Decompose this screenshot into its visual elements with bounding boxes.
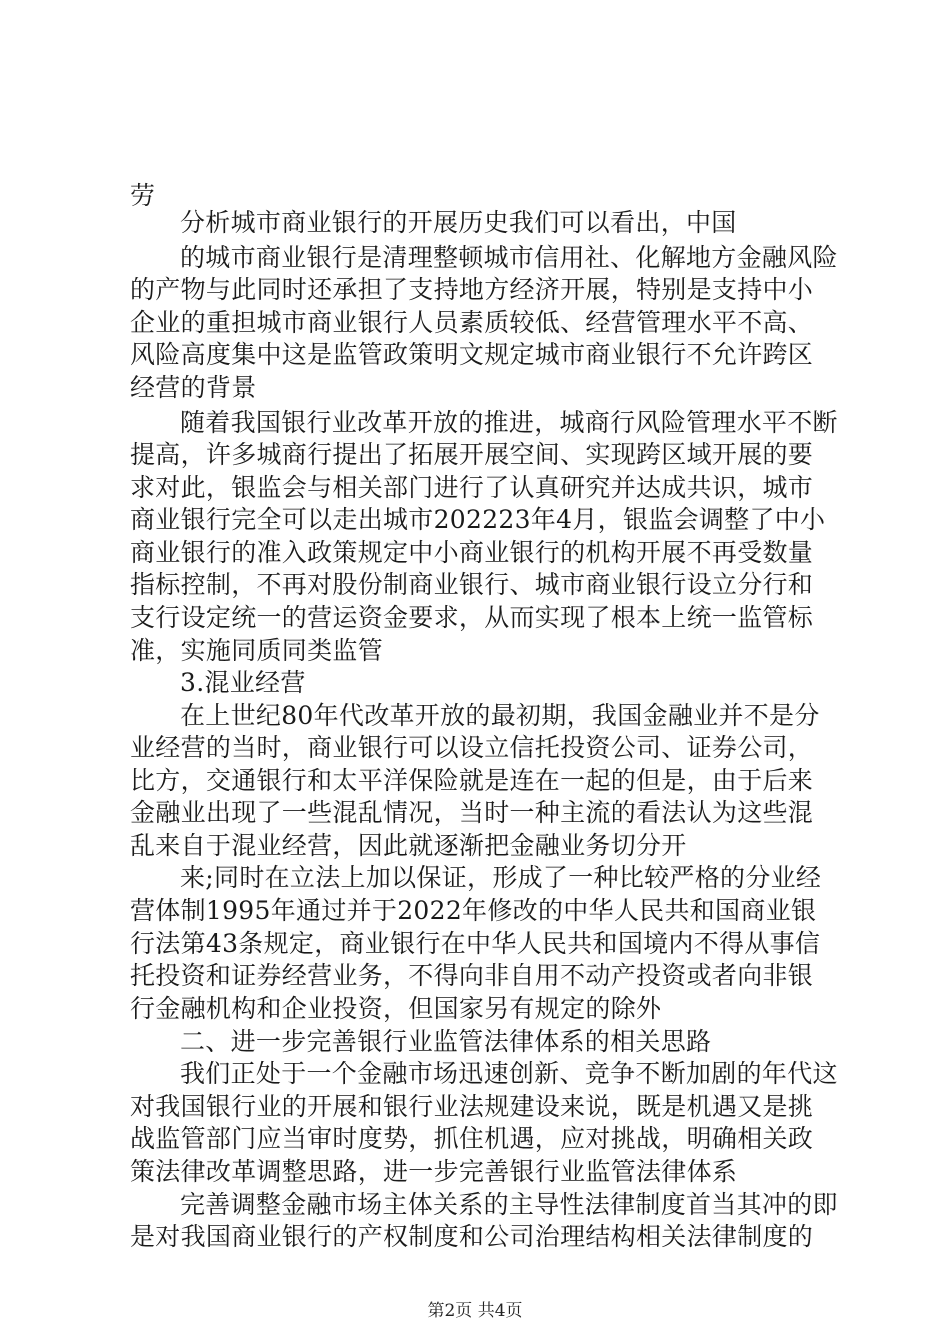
- text-line: 风险高度集中这是监管政策明文规定城市商业银行不允许跨区: [130, 340, 814, 369]
- text-line: 经营的背景: [130, 373, 257, 402]
- text-line: 行金融机构和企业投资，但国家另有规定的除外: [130, 994, 662, 1023]
- text-line: 比方，交通银行和太平洋保险就是连在一起的但是，由于后来: [130, 766, 814, 795]
- text-line: 的城市商业银行是清理整顿城市信用社、化解地方金融风险: [180, 243, 838, 272]
- text-line: 劳: [130, 181, 156, 210]
- text-line: 战监管部门应当审时度势，抓住机遇，应对挑战，明确相关政: [130, 1124, 814, 1153]
- text-line: 提高，许多城商行提出了拓展开展空间、实现跨区域开展的要: [130, 440, 814, 469]
- text-line: 对我国银行业的开展和银行业法规建设来说，既是机遇又是挑: [130, 1092, 814, 1121]
- text-line: 求对此，银监会与相关部门进行了认真研究并达成共识，城市: [130, 473, 814, 502]
- text-line: 我们正处于一个金融市场迅速创新、竞争不断加剧的年代这: [180, 1059, 838, 1088]
- text-line: 行法第43条规定，商业银行在中华人民共和国境内不得从事信: [130, 929, 821, 958]
- text-line: 分析城市商业银行的开展历史我们可以看出，中国: [180, 208, 737, 237]
- text-line: 商业银行完全可以走出城市202223年4月，银监会调整了中小: [130, 505, 826, 534]
- text-line: 的产物与此同时还承担了支持地方经济开展，特别是支持中小: [130, 275, 814, 304]
- text-line: 随着我国银行业改革开放的推进，城商行风险管理水平不断: [180, 408, 838, 437]
- text-line: 指标控制，不再对股份制商业银行、城市商业银行设立分行和: [130, 570, 814, 599]
- text-line: 业经营的当时，商业银行可以设立信托投资公司、证券公司，: [130, 733, 814, 762]
- text-line: 乱来自于混业经营，因此就逐渐把金融业务切分开: [130, 831, 687, 860]
- text-line: 支行设定统一的营运资金要求，从而实现了根本上统一监管标: [130, 603, 814, 632]
- text-line: 在上世纪80年代改革开放的最初期，我国金融业并不是分: [180, 701, 820, 730]
- text-line: 金融业出现了一些混乱情况，当时一种主流的看法认为这些混: [130, 798, 814, 827]
- text-line: 商业银行的准入政策规定中小商业银行的机构开展不再受数量: [130, 538, 814, 567]
- text-line: 营体制1995年通过并于2022年修改的中华人民共和国商业银: [130, 896, 817, 925]
- text-line: 策法律改革调整思路，进一步完善银行业监管法律体系: [130, 1157, 738, 1186]
- text-line: 企业的重担城市商业银行人员素质较低、经营管理水平不高、: [130, 308, 814, 337]
- text-line: 是对我国商业银行的产权制度和公司治理结构相关法律制度的: [130, 1222, 814, 1251]
- text-line: 准，实施同质同类监管: [130, 636, 384, 665]
- text-line: 托投资和证券经营业务，不得向非自用不动产投资或者向非银: [130, 961, 814, 990]
- section-heading: 3.混业经营: [180, 668, 306, 697]
- section-heading: 二、进一步完善银行业监管法律体系的相关思路: [180, 1027, 712, 1056]
- page-footer: 第2页 共4页: [427, 1301, 523, 1321]
- text-line: 来;同时在立法上加以保证，形成了一种比较严格的分业经: [180, 863, 822, 892]
- text-line: 完善调整金融市场主体关系的主导性法律制度首当其冲的即: [180, 1190, 838, 1219]
